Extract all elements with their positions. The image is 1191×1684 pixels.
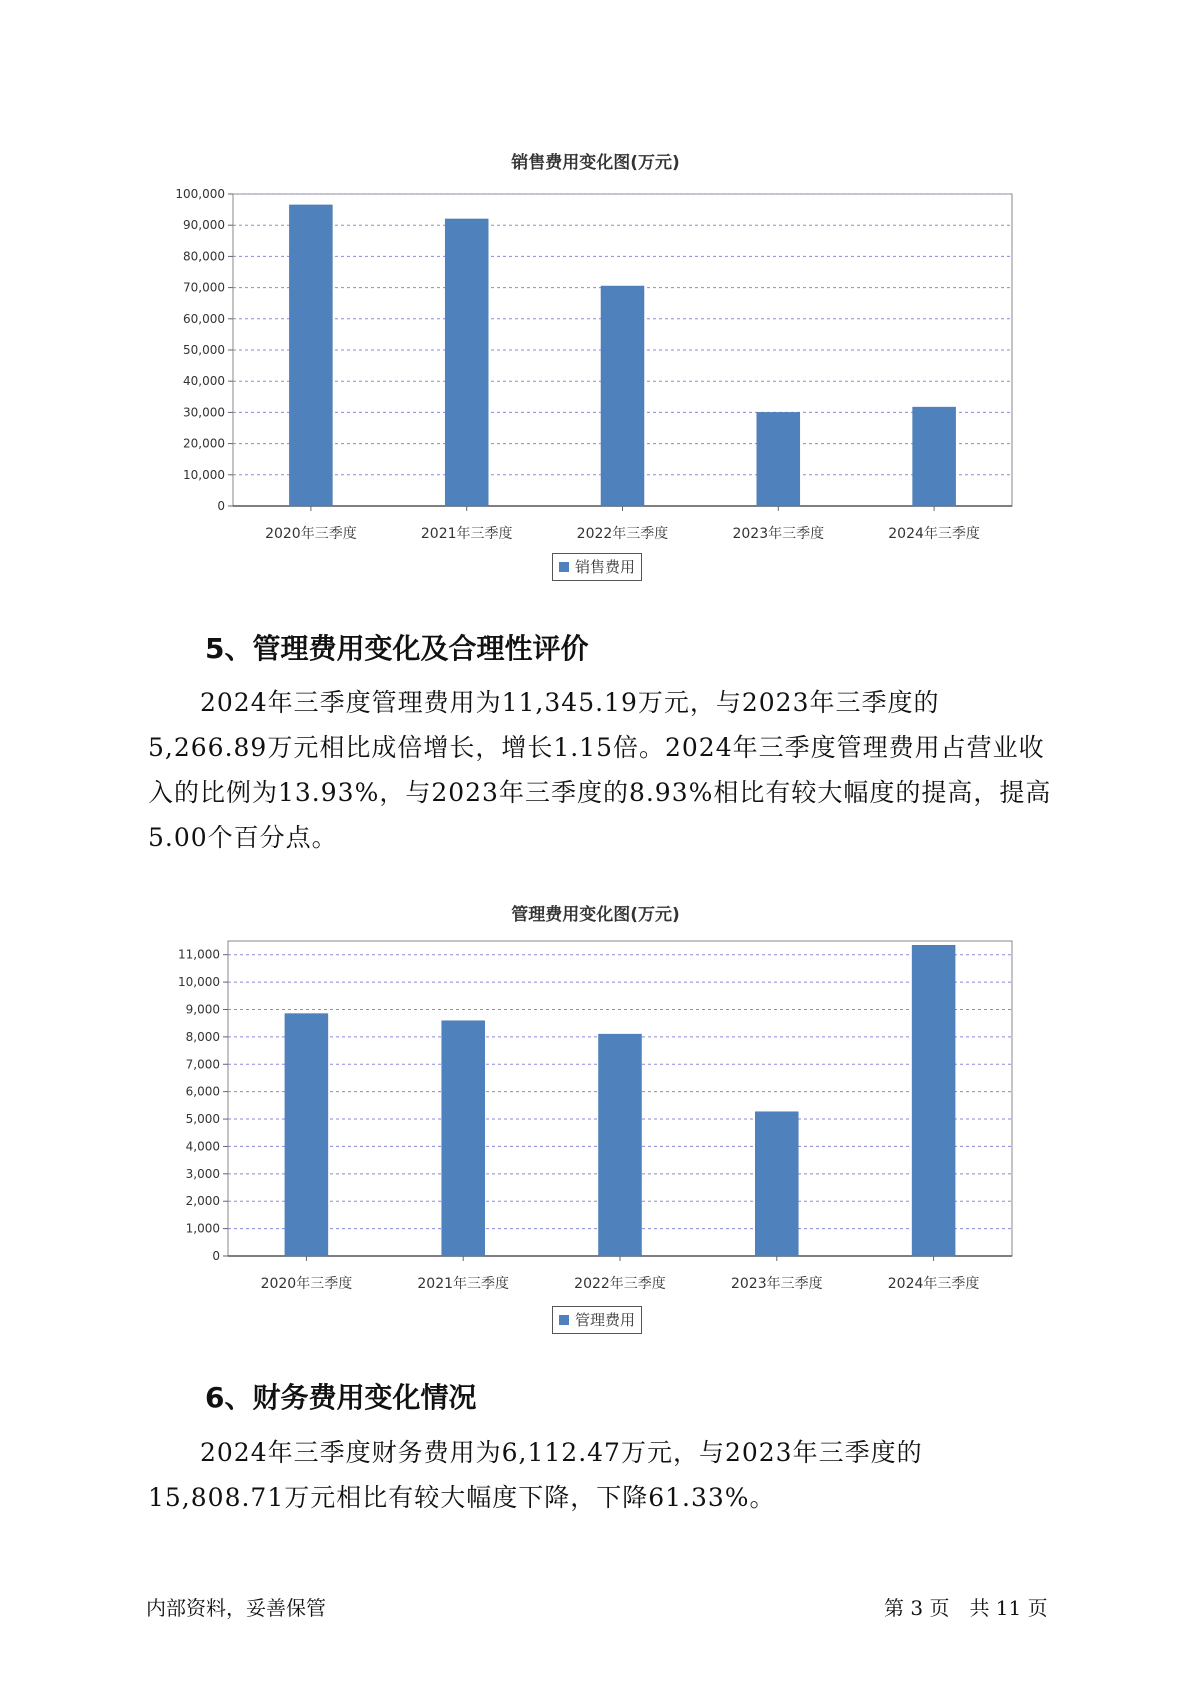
x-tick-label: 2024年三季度 (888, 526, 980, 542)
y-tick-label: 1,000 (185, 1221, 220, 1236)
x-tick-label: 2022年三季度 (576, 526, 669, 542)
bar (757, 412, 800, 506)
bar (755, 1112, 798, 1256)
bar (599, 1034, 642, 1256)
x-tick-label: 2021年三季度 (417, 1276, 510, 1292)
y-tick-label: 100,000 (175, 187, 225, 201)
x-tick-label: 2024年三季度 (887, 1276, 980, 1292)
y-tick-label: 0 (212, 1249, 220, 1263)
footer-left: 内部资料，妥善保管 (146, 1596, 326, 1620)
y-tick-label: 11,000 (178, 947, 220, 962)
sales-expense-chart (0, 170, 1191, 570)
y-tick-label: 5,000 (185, 1112, 220, 1127)
legend-swatch-icon (559, 562, 569, 572)
y-tick-label: 30,000 (183, 405, 225, 420)
x-tick-label: 2020年三季度 (265, 526, 357, 542)
y-tick-label: 2,000 (185, 1194, 220, 1209)
y-tick-label: 50,000 (183, 343, 225, 357)
chart-legend-admin (552, 1306, 642, 1334)
chart-title-admin: 管理费用变化图(万元) (511, 905, 680, 925)
y-tick-label: 70,000 (183, 280, 225, 295)
y-tick-label: 4,000 (185, 1139, 220, 1154)
y-tick-label: 0 (217, 499, 225, 513)
y-tick-label: 90,000 (183, 218, 225, 233)
y-tick-label: 40,000 (183, 374, 225, 389)
y-tick-label: 10,000 (183, 467, 225, 482)
y-tick-label: 80,000 (183, 249, 225, 264)
y-tick-label: 7,000 (185, 1057, 220, 1072)
bar (289, 205, 332, 506)
legend-label: 管理费用 (575, 1311, 636, 1329)
paragraph-admin-expense: 2024年三季度管理费用为11,345.19万元，与2023年三季度的5,266.89万元相比成倍增长，增长1.15倍。2024年三季度管理费用占营业收入的比例为13.93%，与2023年三季度的8.93%相比有较大幅度的提高，提高5.00个百分点。 (148, 688, 1052, 852)
x-tick-label: 2020年三季度 (260, 1276, 353, 1292)
y-tick-label: 9,000 (185, 1002, 220, 1017)
y-tick-label: 6,000 (185, 1084, 220, 1099)
legend-swatch-icon (559, 1315, 569, 1325)
admin-expense-chart (0, 920, 1191, 1320)
bar (442, 1021, 485, 1256)
y-tick-label: 3,000 (185, 1166, 220, 1181)
bar (445, 219, 488, 506)
section-heading-finance-expense: 6、财务费用变化情况 (205, 1381, 477, 1414)
x-tick-label: 2023年三季度 (732, 526, 825, 542)
y-tick-label: 8,000 (185, 1029, 220, 1044)
bar (601, 286, 644, 506)
bar (285, 1014, 328, 1256)
paragraph-finance-expense: 2024年三季度财务费用为6,112.47万元，与2023年三季度的15,808.71万元相比有较大幅度下降，下降61.33%。 (148, 1438, 923, 1512)
chart-title-sales: 销售费用变化图(万元) (511, 153, 680, 173)
section-heading-admin-expense: 5、管理费用变化及合理性评价 (205, 632, 589, 665)
y-tick-label: 60,000 (183, 311, 225, 326)
chart-legend-sales (552, 553, 642, 581)
x-tick-label: 2022年三季度 (574, 1276, 666, 1292)
y-tick-label: 20,000 (183, 436, 225, 451)
x-tick-label: 2023年三季度 (730, 1276, 823, 1292)
y-tick-label: 10,000 (178, 975, 220, 990)
bar (912, 945, 955, 1256)
footer-page-number: 第 3 页 共 11 页 (884, 1596, 1048, 1620)
legend-label: 销售费用 (575, 558, 636, 576)
x-tick-label: 2021年三季度 (420, 526, 513, 542)
bar (913, 407, 956, 506)
